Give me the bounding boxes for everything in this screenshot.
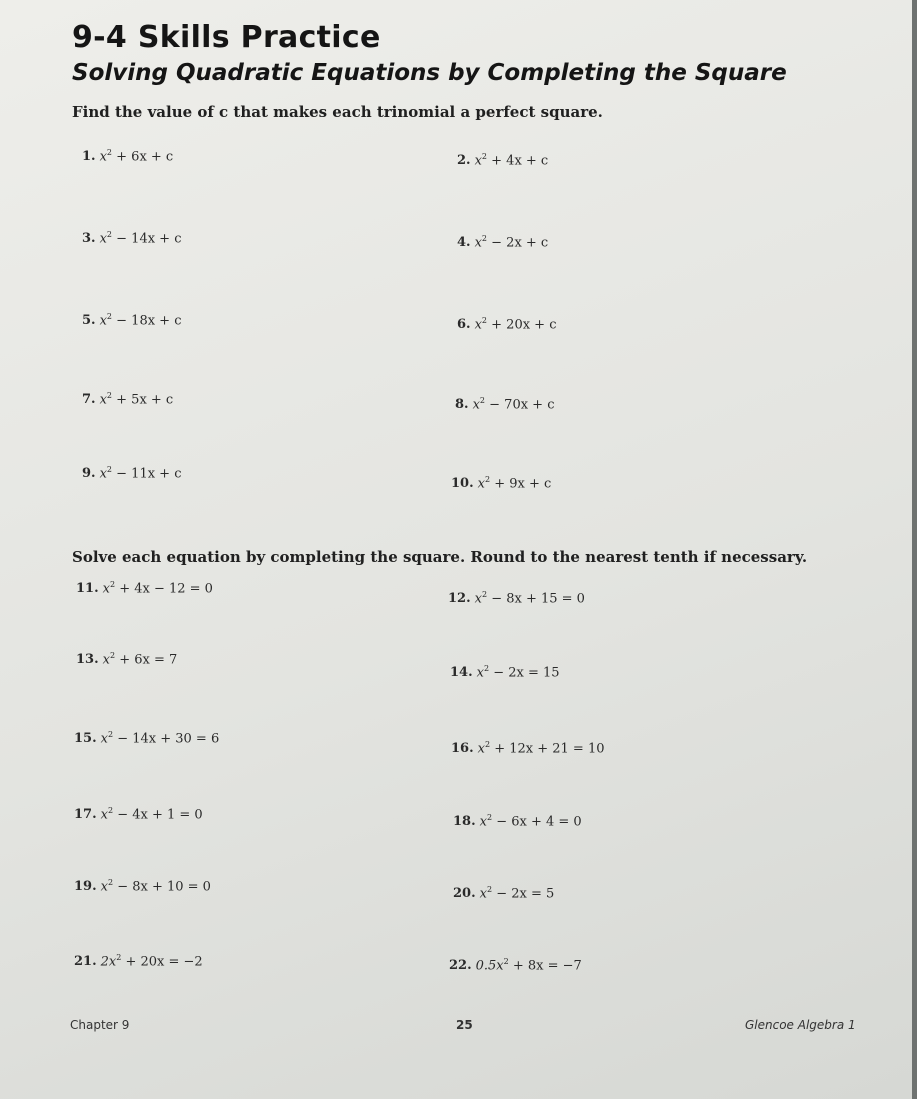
problem-12: 12. $x^2 - 8x + 15 = 0$ bbox=[448, 590, 585, 607]
page-title: 9-4 Skills Practice bbox=[72, 20, 381, 55]
problem-2: 2. $x^2 + 4x + c$ bbox=[457, 152, 549, 169]
problem-1: 1. $x^2 + 6x + c$ bbox=[82, 148, 174, 165]
problem-8: 8. $x^2 - 70x + c$ bbox=[455, 396, 555, 413]
problem-6: 6. $x^2 + 20x + c$ bbox=[457, 316, 557, 333]
problem-18: 18. $x^2 - 6x + 4 = 0$ bbox=[453, 813, 582, 830]
problem-4: 4. $x^2 - 2x + c$ bbox=[457, 234, 549, 251]
problem-11: 11. $x^2 + 4x - 12 = 0$ bbox=[76, 580, 213, 597]
problem-19: 19. $x^2 - 8x + 10 = 0$ bbox=[74, 878, 211, 895]
problem-13: 13. $x^2 + 6x = 7$ bbox=[76, 651, 178, 668]
problem-5: 5. $x^2 - 18x + c$ bbox=[82, 312, 182, 329]
page-subtitle: Solving Quadratic Equations by Completing the Square bbox=[72, 60, 787, 86]
footer-chapter: Chapter 9 bbox=[70, 1018, 130, 1032]
section1-instruction: Find the value of c that makes each trinomial a perfect square. bbox=[72, 103, 603, 121]
footer-page-number: 25 bbox=[456, 1018, 473, 1032]
problem-3: 3. $x^2 - 14x + c$ bbox=[82, 230, 182, 247]
problem-16: 16. $x^2 + 12x + 21 = 10$ bbox=[451, 740, 605, 757]
problem-7: 7. $x^2 + 5x + c$ bbox=[82, 391, 174, 408]
problem-20: 20. $x^2 - 2x = 5$ bbox=[453, 885, 555, 902]
problem-21: 21. $2x^2 + 20x = -2$ bbox=[74, 953, 203, 970]
problem-14: 14. $x^2 - 2x = 15$ bbox=[450, 664, 560, 681]
problem-17: 17. $x^2 - 4x + 1 = 0$ bbox=[74, 806, 203, 823]
problem-9: 9. $x^2 - 11x + c$ bbox=[82, 465, 182, 482]
section2-instruction: Solve each equation by completing the square. Round to the nearest tenth if necessary. bbox=[72, 548, 808, 566]
problem-15: 15. $x^2 - 14x + 30 = 6$ bbox=[74, 730, 220, 747]
footer-publisher: Glencoe Algebra 1 bbox=[745, 1018, 856, 1032]
problem-22: 22. $0.5x^2 + 8x = -7$ bbox=[449, 957, 582, 974]
problem-10: 10. $x^2 + 9x + c$ bbox=[451, 475, 552, 492]
